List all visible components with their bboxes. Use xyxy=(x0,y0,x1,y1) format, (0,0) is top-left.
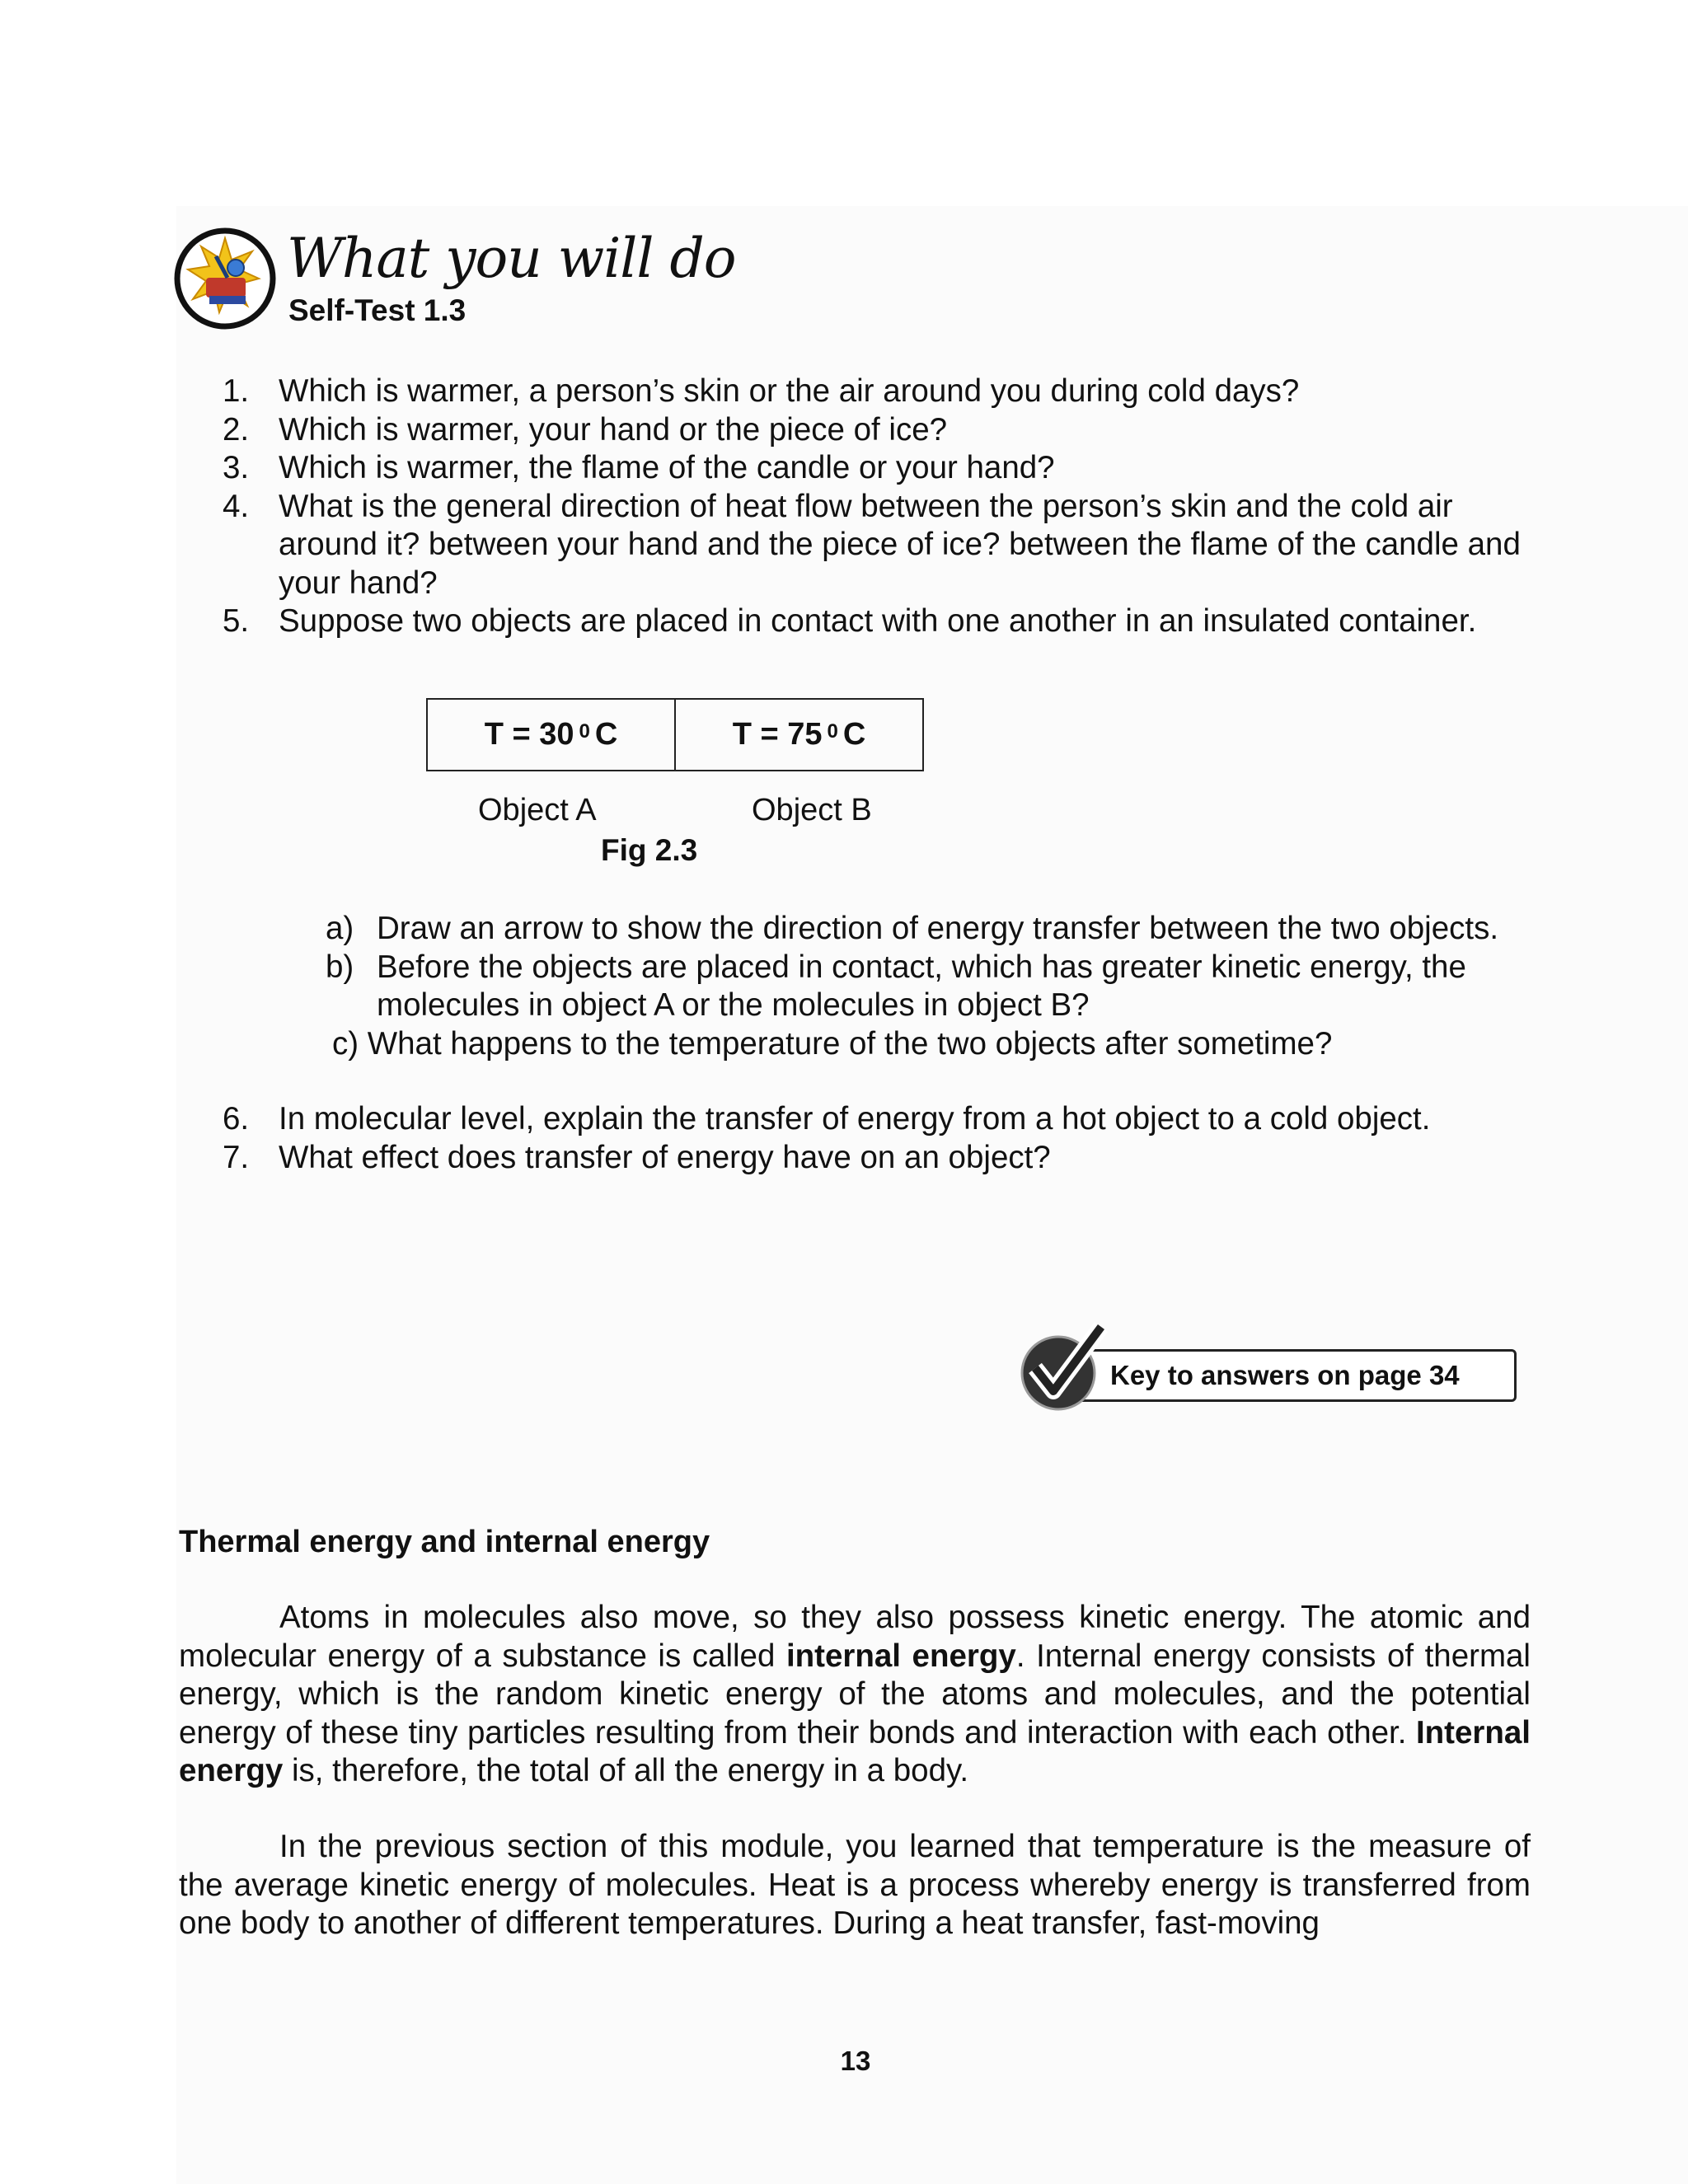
question-item: 5. Suppose two objects are placed in contact with one another in an insulated container. xyxy=(223,603,1477,639)
question-item: 3. Which is warmer, the flame of the candle or your hand? xyxy=(223,450,1055,485)
section-heading: Thermal energy and internal energy xyxy=(179,1525,710,1559)
figure-temperature-table xyxy=(426,698,924,771)
answer-key-label: Key to answers on page 34 xyxy=(1110,1360,1460,1390)
section-title: What you will do xyxy=(287,227,736,290)
object-b-label: Object B xyxy=(752,793,872,827)
question-item: 4. What is the general direction of heat flow between the person’s skin and the cold air around it? between your hand and the piece of ice? between the flame of the candle and your hand? xyxy=(223,488,1521,601)
subquestion-item: b) Before the objects are placed in contact, which has greater kinetic energy, the molecules in object A or the molecules in object B? xyxy=(326,949,1466,1023)
paragraph-internal-energy: Atoms in molecules also move, so they also possess kinetic energy. The atomic and molecular energy of a substance is called internal energy. Internal energy consists of thermal energy, which is the random kinetic energy of the atoms and molecules, and the potential energy of these tiny particles resulting from their bonds and interaction with each other. Internal energy is, therefore, the total of all the energy in a body. xyxy=(179,1600,1531,1788)
question-list xyxy=(223,373,1541,641)
question-item: 7. What effect does transfer of energy have on an object? xyxy=(223,1139,1051,1175)
answer-key-box xyxy=(1071,1349,1517,1402)
object-a-temperature: T = 30 $^0$ C xyxy=(484,717,618,752)
question-item: 1. Which is warmer, a person’s skin or the air around you during cold days? xyxy=(223,373,1300,409)
figure-caption: Fig 2.3 xyxy=(601,833,698,867)
subquestion-item: c) What happens to the temperature of the two objects after sometime? xyxy=(332,1025,1333,1062)
question-list-continued xyxy=(223,1100,1541,1177)
self-test-label: Self-Test 1.3 xyxy=(288,293,467,327)
subquestion-list xyxy=(326,910,1545,1063)
question-item: 6. In molecular level, explain the transfer of energy from a hot object to a cold object. xyxy=(223,1101,1431,1137)
checkmark-icon xyxy=(1019,1317,1118,1416)
page-number: 13 xyxy=(840,2046,871,2076)
paragraph-heat-transfer: In the previous section of this module, you learned that temperature is the measure of the average kinetic energy of molecules. Heat is a process whereby energy is transferred from one body to another of different temperatures. During a heat transfer, fast-moving xyxy=(179,1829,1531,1941)
question-item: 2. Which is warmer, your hand or the piece of ice? xyxy=(223,411,948,448)
object-b-temperature: T = 75 $^0$ C xyxy=(674,700,922,770)
object-a-label: Object A xyxy=(478,793,597,827)
subquestion-item: a) Draw an arrow to show the direction of energy transfer between the two objects. xyxy=(326,911,1499,946)
activity-logo-icon xyxy=(173,227,277,330)
